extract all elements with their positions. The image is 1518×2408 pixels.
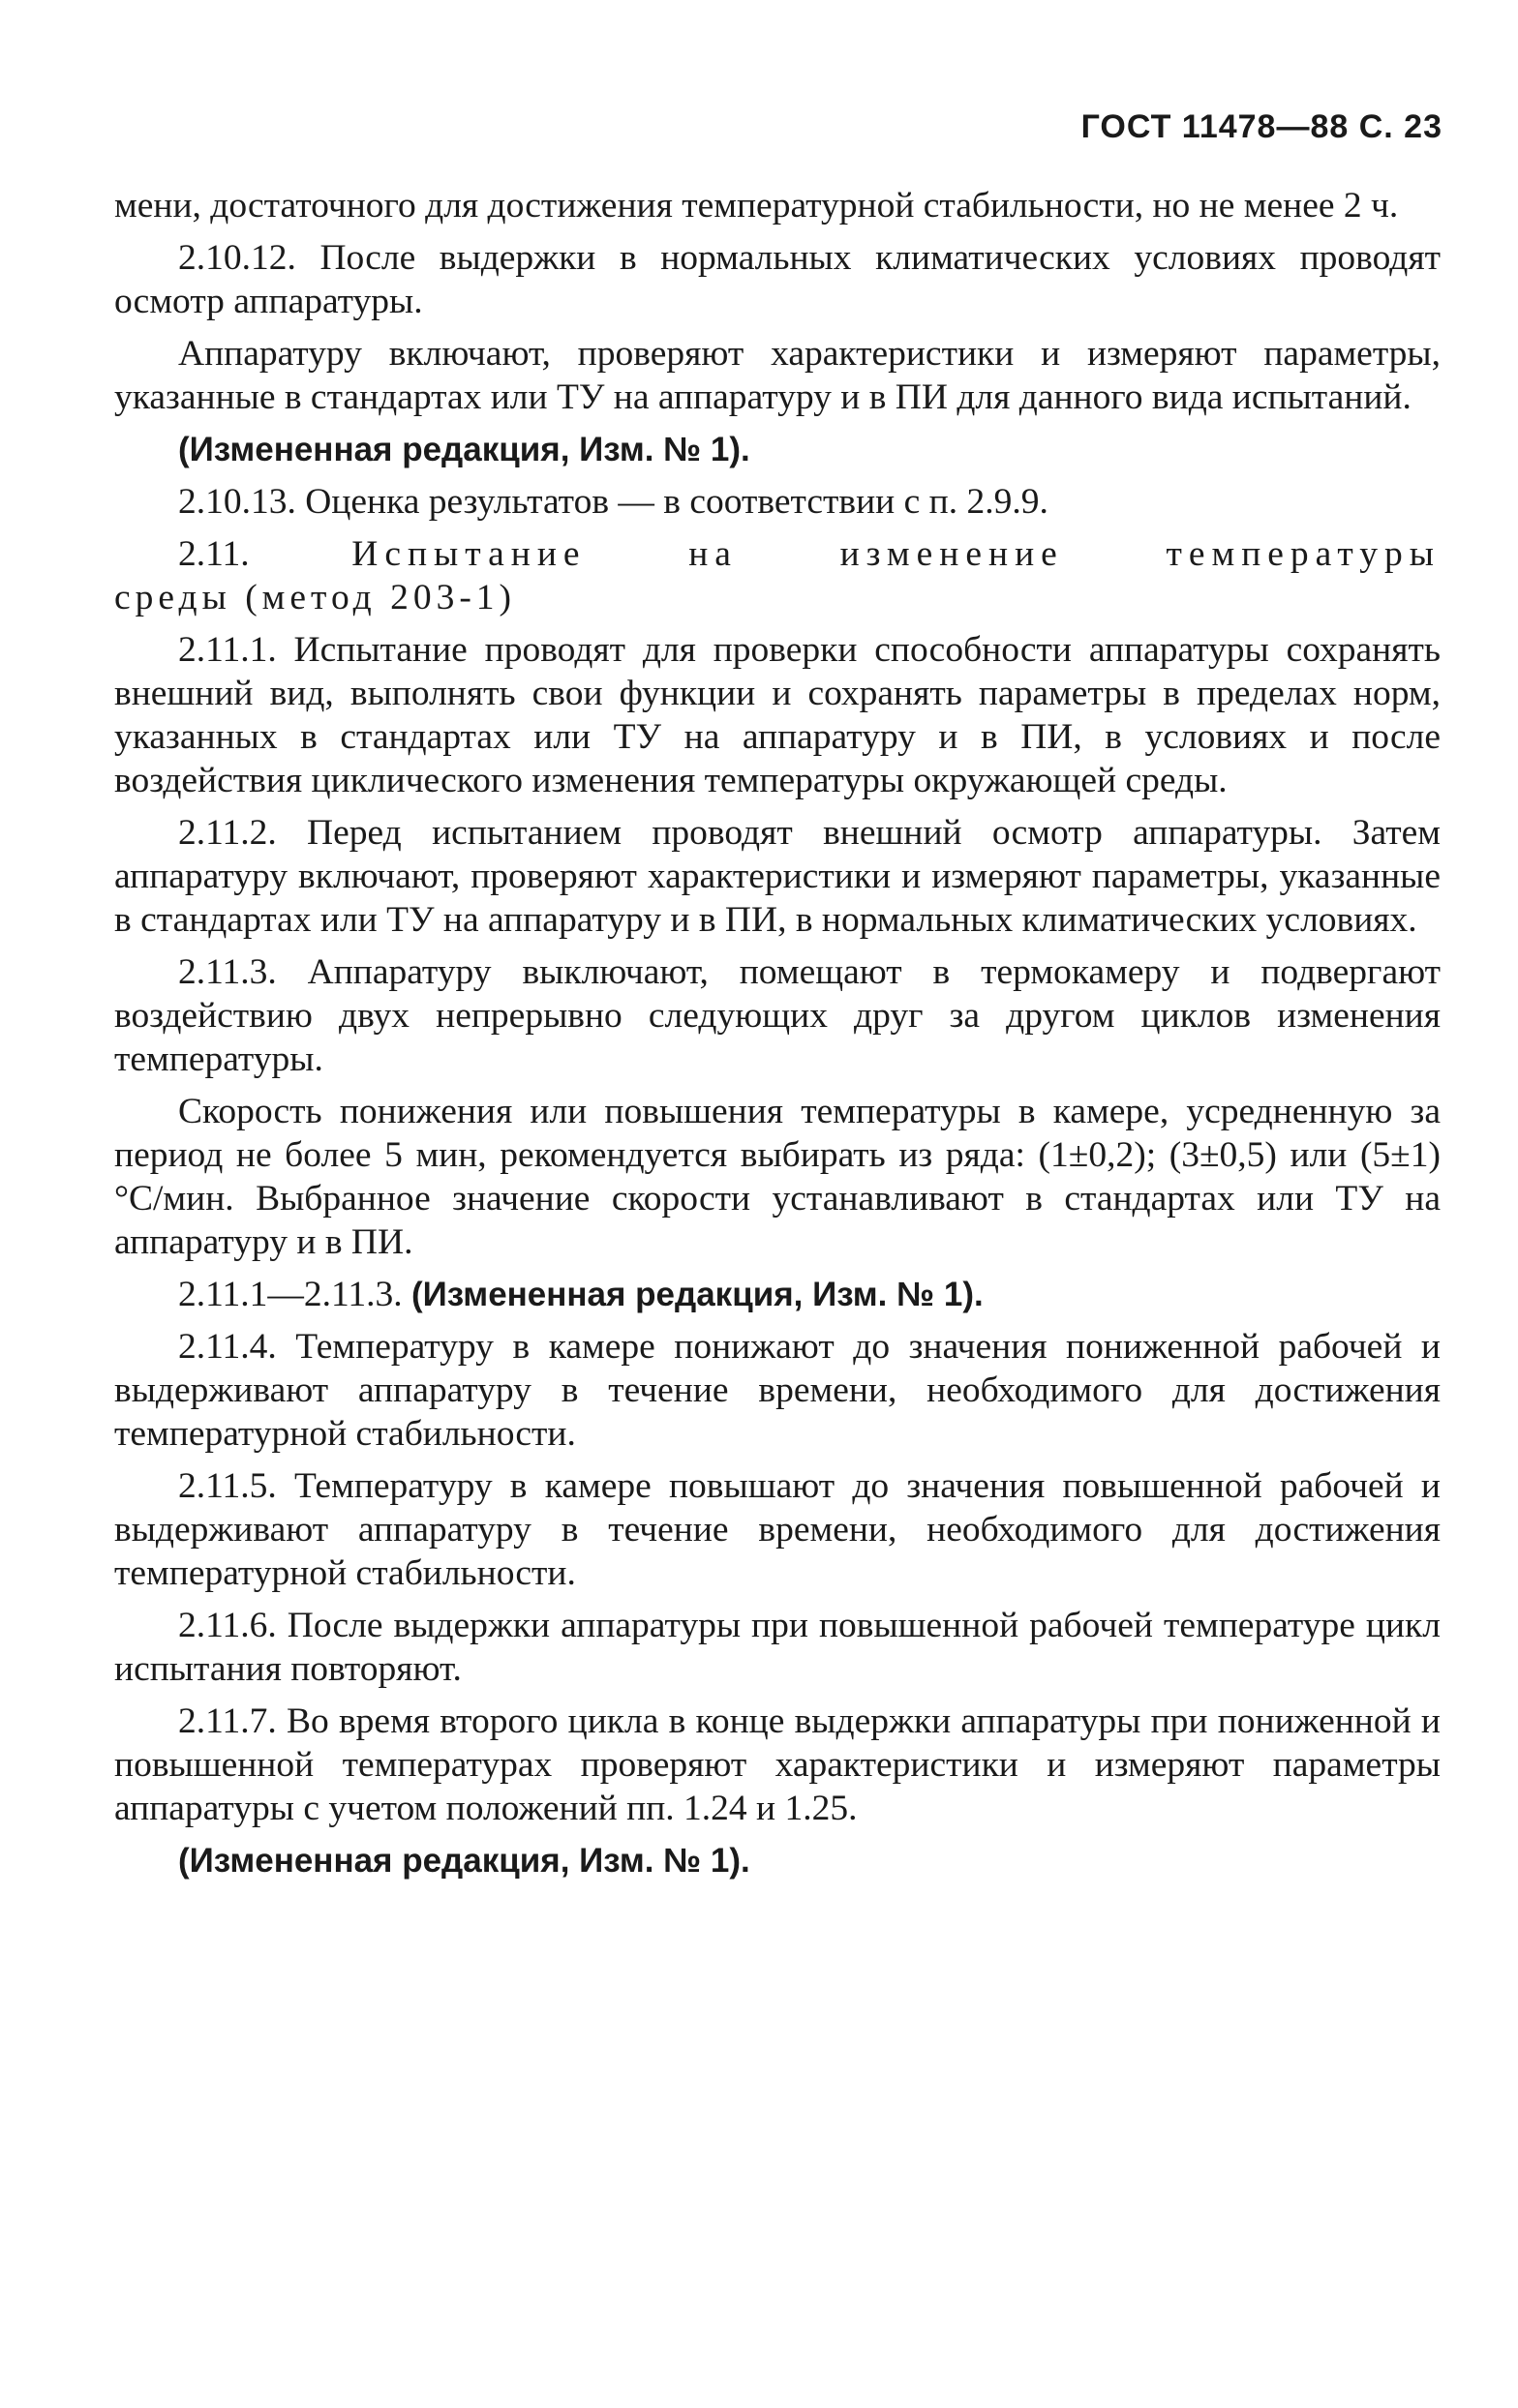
paragraph-2-11-4: 2.11.4. Температуру в камере понижают до значения пониженной рабочей и выдерживают аппаратуру в течение времени, необходимого для достижения температурной стабильности. <box>114 1327 1441 1454</box>
paragraph-equipment-check: Аппаратуру включают, проверяют характеристики и измеряют параметры, указанные в стандартах или ТУ на аппаратуру и в ПИ для данного вида испытаний. <box>114 334 1441 417</box>
paragraph-2-11-5: 2.11.5. Температуру в камере повышают до значения повышенной рабочей и выдерживают аппаратуру в течение времени, необходимого для достижения температурной стабильности. <box>114 1466 1441 1593</box>
amendment-note-final: (Измененная редакция, Изм. № 1). <box>178 1842 750 1880</box>
amendment-note-final-wrapper <box>114 1839 1441 1882</box>
paragraph-2-11-3: 2.11.3. Аппаратуру выключают, помещают в термокамеру и подвергают воздействию двух непрерывно следующих друг за другом циклов изменения температуры. <box>114 952 1441 1079</box>
paragraph-2-11-7: 2.11.7. Во время второго цикла в конце выдержки аппаратуры при пониженной и повышенной температурах проверяют характеристики и измеряют параметры аппаратуры с учетом положений пп. 1.24 и 1.25. <box>114 1701 1441 1828</box>
amendment-range-note: (Измененная редакция, Изм. № 1). <box>410 1276 984 1313</box>
page-header: ГОСТ 11478—88 С. 23 <box>1080 108 1442 145</box>
section-title-line-1 <box>114 532 1441 576</box>
amendment-note: (Измененная редакция, Изм. № 1). <box>178 431 750 468</box>
paragraph-continuation: мени, достаточного для достижения температурной стабильности, но не менее 2 ч. <box>114 186 1399 226</box>
amendment-range-prefix: 2.11.1—2.11.3. <box>178 1275 403 1314</box>
amendment-note-wrapper <box>114 428 1441 471</box>
paragraph-rate: Скорость понижения или повышения температуры в камере, усредненную за период не более 5 мин, рекомендуется выбирать из ряда: (1±0,2); (3±0,5) или (5±1) °С/мин. Выбранное значение скорости устанавливают в стандартах или ТУ на аппаратуру и в ПИ. <box>114 1092 1441 1262</box>
section-title-word-1: Испытание <box>351 534 587 574</box>
section-title-word-4: температуры <box>1166 534 1441 574</box>
paragraph-2-10-13: 2.10.13. Оценка результатов — в соответствии с п. 2.9.9. <box>178 482 1048 522</box>
paragraph-2-11-6: 2.11.6. После выдержки аппаратуры при повышенной рабочей температуре цикл испытания повторяют. <box>114 1606 1441 1689</box>
section-title-word-2: на <box>688 534 738 574</box>
document-body <box>114 184 1441 1891</box>
paragraph-2-10-12: 2.10.12. После выдержки в нормальных климатических условиях проводят осмотр аппаратуры. <box>114 238 1441 321</box>
paragraph-amendment-range <box>114 1273 1441 1316</box>
section-title-line-2: среды (метод 203-1) <box>114 578 517 617</box>
section-number: 2.11. <box>178 534 250 574</box>
section-title-2-11 <box>114 532 1441 619</box>
section-title-word-3: изменение <box>839 534 1064 574</box>
paragraph-2-11-2: 2.11.2. Перед испытанием проводят внешний осмотр аппаратуры. Затем аппаратуру включают, проверяют характеристики и измеряют параметры, указанные в стандартах или ТУ на аппаратуру и в ПИ, в нормальных климатических условиях. <box>114 813 1441 940</box>
paragraph-2-11-1: 2.11.1. Испытание проводят для проверки способности аппаратуры сохранять внешний вид, выполнять свои функции и сохранять параметры в пределах норм, указанных в стандартах или ТУ на аппаратуру и в ПИ, в условиях и после воздействия циклического изменения температуры окружающей среды. <box>114 630 1441 800</box>
